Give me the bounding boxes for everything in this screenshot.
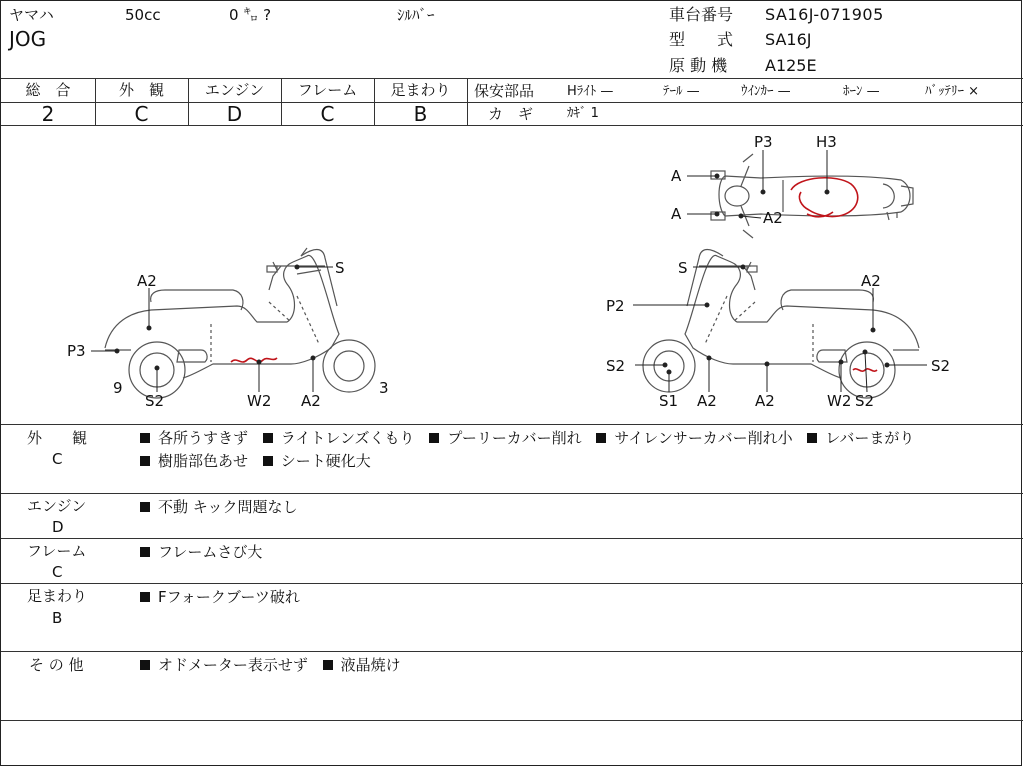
label-left-W2: W2 xyxy=(247,392,272,410)
cond-suspension-line: Fフォークブーツ破れ xyxy=(138,585,300,609)
label-left-S: S xyxy=(335,259,345,277)
safety-tail: ﾃｰﾙ — xyxy=(663,84,700,99)
divider xyxy=(1,583,1023,584)
divider xyxy=(1,424,1023,425)
suspension-grade: B xyxy=(413,102,428,126)
label-left-P3: P3 xyxy=(67,342,86,360)
cond-exterior-line-2: 樹脂部色あせ シート硬化大 xyxy=(138,449,371,473)
label-right-S: S xyxy=(678,259,688,277)
cond-other-line: オドメーター表示せず 液晶焼け xyxy=(138,653,401,677)
displacement: 50cc xyxy=(125,6,161,24)
cond-engine-line: 不動 キック問題なし xyxy=(138,495,297,519)
label-left-9: 9 xyxy=(113,379,123,397)
engine-grade-label: エンジン xyxy=(204,81,265,99)
mileage: 0 ㌔ ? xyxy=(229,6,272,24)
divider xyxy=(1,651,1023,652)
label-right-A2-1: A2 xyxy=(697,392,717,410)
safety-battery: ﾊﾞｯﾃﾘｰ × xyxy=(925,84,980,99)
suspension-grade-label: 足まわり xyxy=(390,81,451,99)
model-name: JOG xyxy=(9,27,47,51)
label-top-A-2: A xyxy=(671,205,682,223)
damage-diagram xyxy=(1,126,1023,424)
cond-frame-label: フレーム xyxy=(27,542,87,560)
label-right-S1: S1 xyxy=(659,392,679,410)
cond-frame-line: フレームさび大 xyxy=(138,540,262,564)
label-left-A2-bottom: A2 xyxy=(301,392,321,410)
cond-engine-grade: D xyxy=(52,518,64,536)
key-value: ｶｷﾞ 1 xyxy=(567,106,599,121)
label-right-A2-top: A2 xyxy=(861,272,881,290)
frame-grade-label: フレーム xyxy=(297,81,358,99)
label-right-W2: W2 xyxy=(827,392,852,410)
frame-no: SA16J-071905 xyxy=(765,5,884,24)
frame-no-label: 車台番号 xyxy=(669,5,734,24)
engine-label: 原 動 機 xyxy=(669,56,728,75)
frame-grade: C xyxy=(320,102,335,126)
damage-mark-right xyxy=(853,369,877,371)
maker: ヤマハ xyxy=(9,6,54,24)
cond-other-label: そ の 他 xyxy=(29,656,84,674)
divider xyxy=(1,720,1023,721)
cond-exterior-grade: C xyxy=(52,450,63,468)
label-right-A2-2: A2 xyxy=(755,392,775,410)
color: ｼﾙﾊﾞｰ xyxy=(397,6,435,24)
divider xyxy=(1,493,1023,494)
label-right-S2-bottom: S2 xyxy=(855,392,875,410)
type-label: 型 式 xyxy=(669,30,734,49)
label-left-A2-top: A2 xyxy=(137,272,157,290)
safety-horn: ﾎｰﾝ — xyxy=(843,84,880,99)
exterior-label: 外 観 xyxy=(118,81,164,99)
scooter-top-view xyxy=(711,154,913,238)
damage-mark-left xyxy=(231,358,277,362)
overall-grade: 2 xyxy=(41,102,55,126)
label-right-S2-left: S2 xyxy=(606,357,626,375)
divider xyxy=(1,78,1023,79)
safety-headlight: Hﾗｲﾄ — xyxy=(567,84,614,99)
divider xyxy=(467,78,468,125)
label-right-P2: P2 xyxy=(606,297,625,315)
label-left-3: 3 xyxy=(379,379,389,397)
key-label: カ ギ xyxy=(488,105,534,123)
cond-exterior-line-1: 各所うすきず ライトレンズくもり プーリーカバー削れ サイレンサーカバー削れ小 レバーまがり xyxy=(138,426,914,450)
divider xyxy=(1,538,1023,539)
cond-suspension-grade: B xyxy=(52,609,63,627)
safety-label: 保安部品 xyxy=(474,82,535,100)
label-left-S2: S2 xyxy=(145,392,165,410)
cond-exterior-label: 外 観 xyxy=(27,429,88,447)
cond-frame-grade: C xyxy=(52,563,63,581)
label-top-H3: H3 xyxy=(816,133,837,151)
label-top-P3: P3 xyxy=(754,133,773,151)
label-top-A2: A2 xyxy=(763,209,783,227)
cond-suspension-label: 足まわり xyxy=(27,587,88,605)
cond-engine-label: エンジン xyxy=(27,497,87,515)
engine-value: A125E xyxy=(765,56,817,75)
safety-winker: ｳｲﾝｶｰ — xyxy=(741,84,791,99)
divider xyxy=(467,102,1023,103)
label-right-S2-right: S2 xyxy=(931,357,951,375)
damage-mark-seat xyxy=(791,178,858,217)
type-value: SA16J xyxy=(765,30,812,49)
exterior-grade: C xyxy=(134,102,149,126)
label-top-A-1: A xyxy=(671,167,682,185)
engine-grade: D xyxy=(226,102,243,126)
overall-label: 総 合 xyxy=(25,81,71,99)
